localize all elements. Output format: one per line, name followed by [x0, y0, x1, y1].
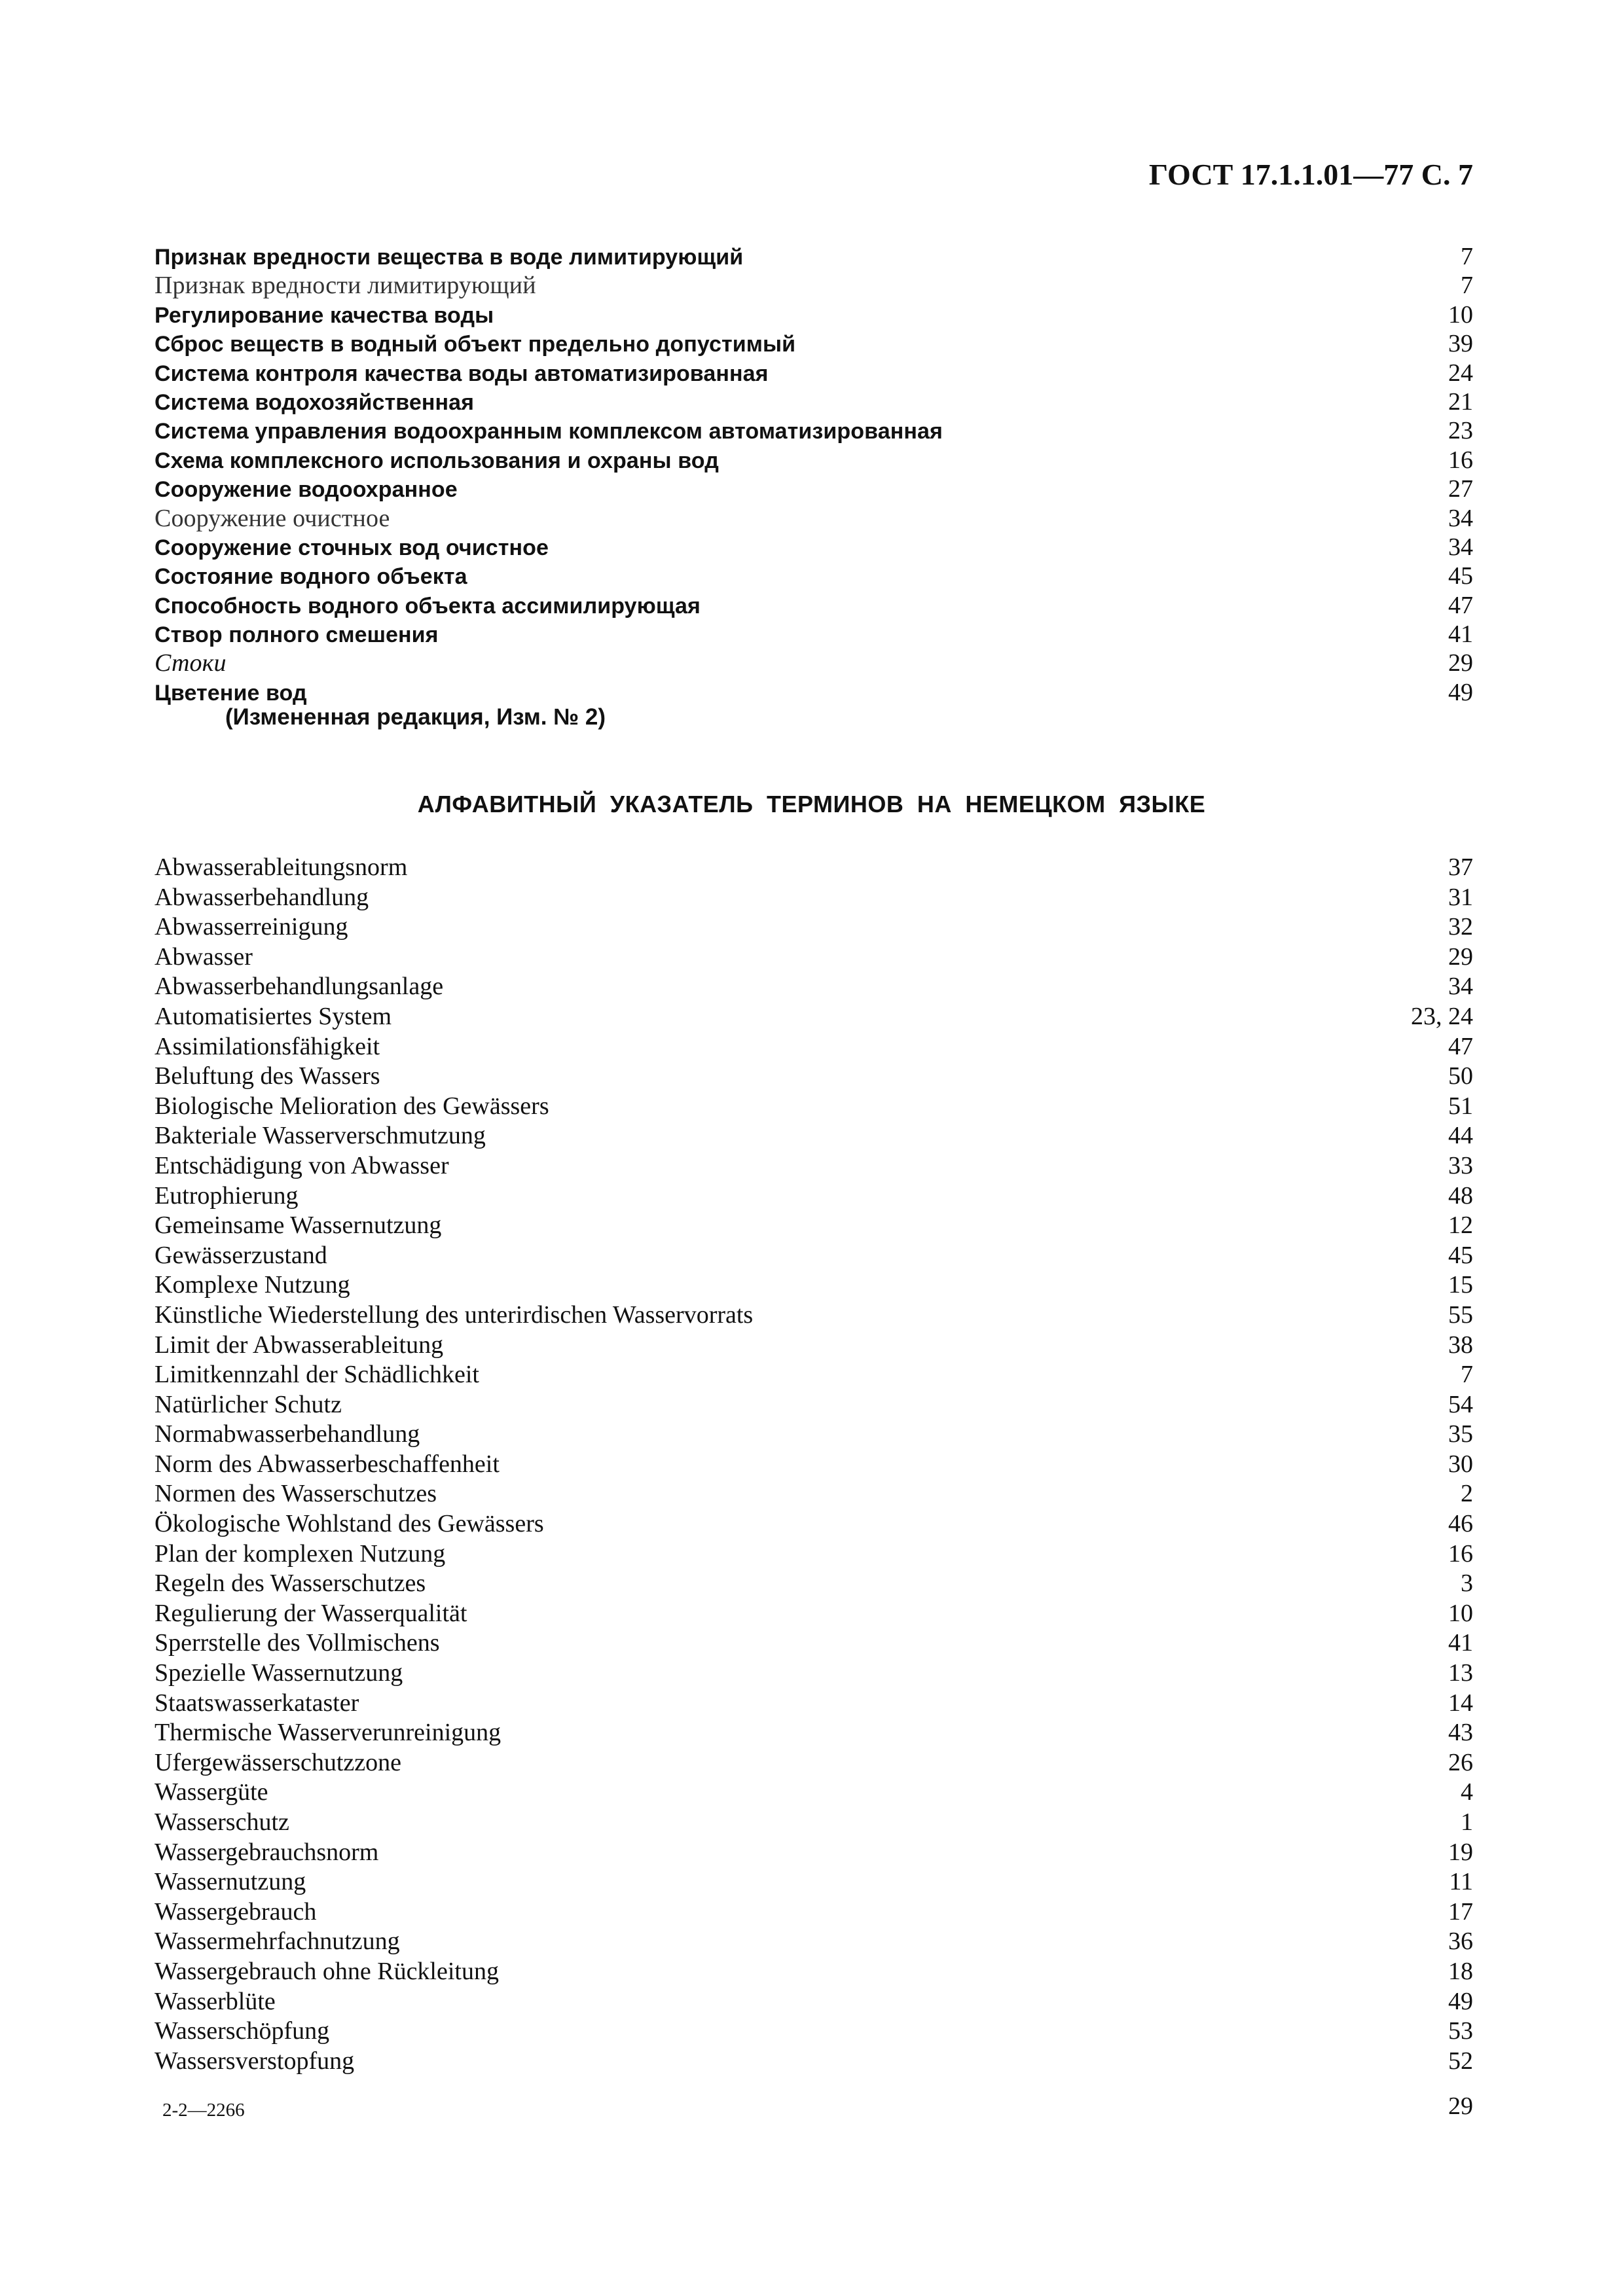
german-index-entry [155, 2047, 1473, 2077]
index-page-ref: 45 [1448, 1241, 1473, 1269]
german-index-entry [155, 1420, 1473, 1450]
index-term: Сброс веществ в водный объект предельно допустимый [155, 332, 796, 357]
german-index-entry [155, 1450, 1473, 1480]
index-term: Wassergebrauchsnorm [155, 1838, 379, 1866]
index-term: Beluftung des Wassers [155, 1062, 380, 1090]
index-term: Natürlicher Schutz [155, 1390, 342, 1418]
german-index-entry [155, 1808, 1473, 1838]
russian-index-entry [155, 242, 1473, 271]
index-term: Сооружение сточных вод очистное [155, 535, 549, 560]
index-term: Wassersverstopfung [155, 2047, 355, 2075]
index-page-ref: 34 [1448, 973, 1473, 1001]
index-page-ref: 34 [1448, 533, 1473, 561]
index-term: Состояние водного объекта [155, 564, 467, 590]
german-index-entry [155, 1957, 1473, 1987]
german-index-entry [155, 1509, 1473, 1539]
german-index-entry [155, 1927, 1473, 1957]
index-term: Plan der komplexen Nutzung [155, 1539, 446, 1568]
page-number: 29 [1448, 2092, 1473, 2120]
index-term: Spezielle Wassernutzung [155, 1659, 403, 1687]
index-page-ref: 21 [1448, 387, 1473, 416]
german-index-entry [155, 1062, 1473, 1092]
index-term: Признак вредности вещества в воде лимитирующий [155, 245, 744, 270]
index-term: Abwasserableitungsnorm [155, 853, 408, 881]
index-page-ref: 15 [1448, 1271, 1473, 1299]
index-term: Схема комплексного использования и охраны вод [155, 448, 719, 473]
german-index-entry [155, 1151, 1473, 1181]
index-term: Regeln des Wasserschutzes [155, 1570, 426, 1598]
index-term: Abwasserbehandlungsanlage [155, 973, 444, 1001]
index-page-ref: 29 [1448, 942, 1473, 971]
index-page-ref: 1 [1461, 1808, 1473, 1836]
index-page-ref: 11 [1449, 1868, 1473, 1896]
index-term: Ufergewässerschutzzone [155, 1748, 402, 1776]
german-index-entry [155, 972, 1473, 1002]
index-page-ref: 55 [1448, 1300, 1473, 1329]
index-term: Система водохозяйственная [155, 389, 475, 415]
index-term: Limit der Abwasserableitung [155, 1331, 444, 1359]
german-index-entry [155, 1838, 1473, 1868]
index-page-ref: 18 [1448, 1957, 1473, 1985]
index-term: Normabwasserbehandlung [155, 1420, 420, 1448]
index-page-ref: 23 [1448, 417, 1473, 445]
index-term: Wasserschutz [155, 1808, 289, 1836]
index-term: Automatisiertes System [155, 1002, 392, 1030]
index-page-ref: 32 [1448, 913, 1473, 941]
german-index-entry [155, 1778, 1473, 1808]
index-page-ref: 14 [1448, 1689, 1473, 1717]
german-index-entry [155, 1539, 1473, 1570]
index-term: Abwasserreinigung [155, 913, 348, 941]
index-term: Eutrophierung [155, 1181, 299, 1210]
russian-index-entry [155, 359, 1473, 387]
german-index-entry [155, 1241, 1473, 1271]
index-term: Entschädigung von Abwasser [155, 1151, 449, 1179]
german-index-entry [155, 2017, 1473, 2047]
index-term: Способность водного объекта ассимилирующая [155, 593, 701, 619]
german-index-entry [155, 1181, 1473, 1211]
index-term: Künstliche Wiederstellung des unterirdischen Wasservorrats [155, 1300, 754, 1329]
index-term: Gewässerzustand [155, 1241, 327, 1269]
index-page-ref: 36 [1448, 1928, 1473, 1956]
index-page-ref: 4 [1461, 1778, 1473, 1806]
index-page-ref: 45 [1448, 562, 1473, 590]
index-page-ref: 10 [1448, 300, 1473, 329]
index-page-ref: 24 [1448, 359, 1473, 387]
index-term: Regulierung der Wasserqualität [155, 1599, 467, 1627]
russian-index-entry [155, 533, 1473, 562]
index-term: Komplexe Nutzung [155, 1271, 350, 1299]
index-term: Abwasser [155, 942, 253, 971]
index-term: Wassernutzung [155, 1868, 306, 1896]
index-page-ref: 27 [1448, 475, 1473, 503]
index-page-ref: 51 [1448, 1092, 1473, 1120]
russian-index-entry [155, 271, 1473, 300]
index-page-ref: 10 [1448, 1599, 1473, 1627]
index-page-ref: 52 [1448, 2047, 1473, 2075]
index-term: Система управления водоохранным комплексом автоматизированная [155, 419, 943, 444]
index-term: Регулирование качества воды [155, 302, 494, 328]
german-index-entry [155, 1628, 1473, 1659]
index-page-ref: 50 [1448, 1062, 1473, 1090]
index-page-ref: 2 [1461, 1480, 1473, 1508]
german-index-entry [155, 1121, 1473, 1151]
index-page-ref: 3 [1461, 1570, 1473, 1598]
index-page-ref: 37 [1448, 853, 1473, 881]
index-page-ref: 54 [1448, 1390, 1473, 1418]
german-index-entry [155, 1360, 1473, 1390]
german-index-entry [155, 1270, 1473, 1300]
german-index-entry [155, 912, 1473, 942]
index-page-ref: 7 [1461, 1361, 1473, 1389]
german-index-entry [155, 1032, 1473, 1062]
russian-index-entry [155, 329, 1473, 358]
page-header: ГОСТ 17.1.1.01—77 С. 7 [1148, 158, 1473, 191]
index-term: Стоки [155, 649, 227, 677]
index-page-ref: 23, 24 [1411, 1002, 1473, 1030]
index-term: Norm des Abwasserbeschaffenheit [155, 1450, 500, 1478]
index-term: Цветение вод [155, 680, 307, 706]
index-page-ref: 7 [1461, 272, 1473, 300]
german-index-heading: АЛФАВИТНЫЙ УКАЗАТЕЛЬ ТЕРМИНОВ НА НЕМЕЦКОМ ЯЗЫКЕ [417, 791, 1206, 817]
index-page-ref: 30 [1448, 1450, 1473, 1478]
german-index-entry [155, 942, 1473, 973]
russian-index-entry [155, 446, 1473, 475]
german-index-entry [155, 1300, 1473, 1331]
index-term: Thermische Wasserverunreinigung [155, 1719, 501, 1747]
russian-index-entry [155, 300, 1473, 329]
german-index-entry [155, 1331, 1473, 1361]
index-page-ref: 7 [1461, 243, 1473, 270]
german-index-entry [155, 1718, 1473, 1748]
index-page-ref: 33 [1448, 1151, 1473, 1179]
index-page-ref: 43 [1448, 1719, 1473, 1747]
index-page-ref: 39 [1448, 330, 1473, 358]
german-index-entry [155, 1569, 1473, 1599]
index-page-ref: 13 [1448, 1659, 1473, 1687]
index-term: Створ полного смешения [155, 622, 439, 648]
index-page-ref: 34 [1448, 504, 1473, 532]
index-page-ref: 17 [1448, 1897, 1473, 1926]
revision-note: (Измененная редакция, Изм. № 2) [225, 704, 606, 730]
index-page-ref: 49 [1448, 678, 1473, 706]
german-index-entry [155, 1479, 1473, 1509]
index-term: Wassergüte [155, 1778, 268, 1806]
index-page-ref: 16 [1448, 1539, 1473, 1568]
index-term: Сооружение водоохранное [155, 477, 458, 503]
index-page-ref: 49 [1448, 1987, 1473, 2015]
index-term: Biologische Melioration des Gewässers [155, 1092, 549, 1120]
index-page-ref: 12 [1448, 1211, 1473, 1240]
german-index-entry [155, 1748, 1473, 1778]
german-index-entry [155, 1211, 1473, 1241]
index-page-ref: 19 [1448, 1838, 1473, 1866]
german-index-entry [155, 883, 1473, 913]
index-term: Система контроля качества воды автоматизированная [155, 361, 769, 386]
russian-index-entry [155, 678, 1473, 707]
german-index-entry [155, 1002, 1473, 1032]
german-index-entry [155, 1689, 1473, 1719]
index-page-ref: 44 [1448, 1122, 1473, 1150]
german-index-entry [155, 1659, 1473, 1689]
index-term: Bakteriale Wasserverschmutzung [155, 1122, 486, 1150]
index-page-ref: 35 [1448, 1420, 1473, 1448]
german-index-entry [155, 1987, 1473, 2017]
russian-index-entry [155, 649, 1473, 677]
russian-index-entry [155, 620, 1473, 649]
index-page-ref: 41 [1448, 620, 1473, 649]
index-term: Sperrstelle des Vollmischens [155, 1629, 440, 1657]
german-term-index [155, 853, 1473, 2076]
russian-term-index [155, 242, 1473, 707]
index-term: Wasserschöpfung [155, 2017, 330, 2045]
index-page-ref: 38 [1448, 1331, 1473, 1359]
index-page-ref: 41 [1448, 1629, 1473, 1657]
russian-index-entry [155, 387, 1473, 416]
index-term: Assimilationsfähigkeit [155, 1032, 380, 1060]
index-page-ref: 31 [1448, 883, 1473, 911]
index-page-ref: 48 [1448, 1181, 1473, 1210]
index-page-ref: 47 [1448, 591, 1473, 619]
index-term: Gemeinsame Wassernutzung [155, 1211, 442, 1240]
index-page-ref: 26 [1448, 1748, 1473, 1776]
index-term: Wassermehrfachnutzung [155, 1928, 400, 1956]
index-term: Ökologische Wohlstand des Gewässers [155, 1510, 544, 1538]
index-term: Wasserblüte [155, 1987, 276, 2015]
russian-index-entry [155, 591, 1473, 620]
index-term: Wassergebrauch ohne Rückleitung [155, 1957, 499, 1985]
index-page-ref: 46 [1448, 1510, 1473, 1538]
german-index-entry [155, 1599, 1473, 1629]
index-term: Limitkennzahl der Schädlichkeit [155, 1361, 479, 1389]
index-term: Staatswasserkataster [155, 1689, 359, 1717]
russian-index-entry [155, 562, 1473, 590]
german-index-entry [155, 1867, 1473, 1897]
index-term: Abwasserbehandlung [155, 883, 369, 911]
german-index-entry [155, 1092, 1473, 1122]
russian-index-entry [155, 504, 1473, 533]
index-term: Сооружение очистное [155, 504, 390, 532]
index-page-ref: 53 [1448, 2017, 1473, 2045]
german-index-entry [155, 853, 1473, 883]
print-code: 2-2—2266 [162, 2100, 245, 2121]
russian-index-entry [155, 416, 1473, 445]
index-term: Wassergebrauch [155, 1897, 317, 1926]
german-index-entry [155, 1897, 1473, 1928]
index-page-ref: 47 [1448, 1032, 1473, 1060]
russian-index-entry [155, 475, 1473, 503]
index-page-ref: 16 [1448, 446, 1473, 474]
index-page-ref: 29 [1448, 649, 1473, 677]
index-term: Normen des Wasserschutzes [155, 1480, 437, 1508]
german-index-entry [155, 1390, 1473, 1420]
index-term: Признак вредности лимитирующий [155, 272, 536, 300]
